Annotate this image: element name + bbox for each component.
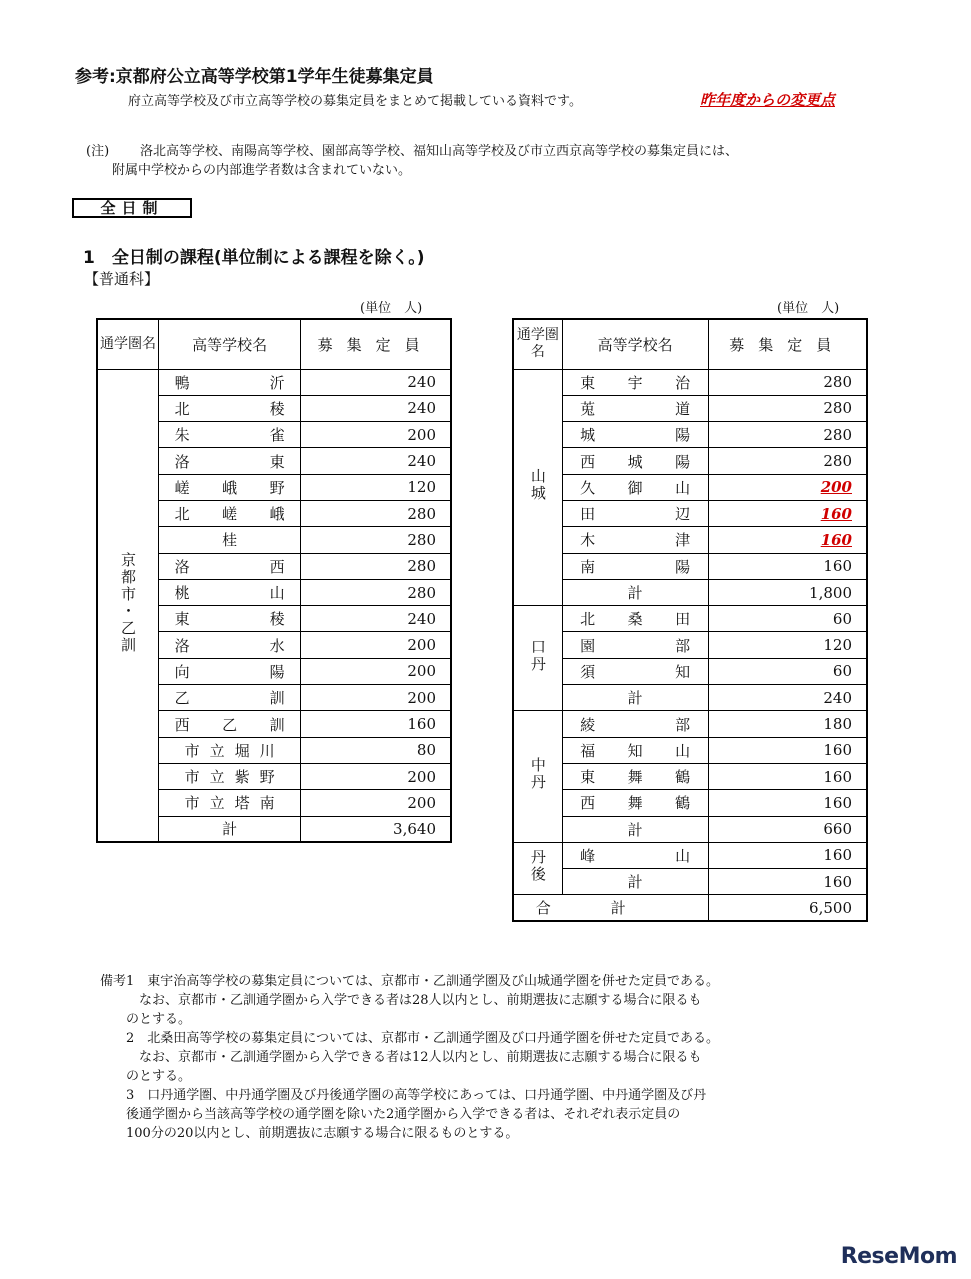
school-name-cell [159, 474, 301, 500]
remark-line: なお、京都市・乙訓通学圏から入学できる者は28人以内とし、前期選抜に志願する場合に限るも [100, 993, 702, 1008]
quota-number: 60 [832, 609, 852, 628]
school-name: 久御山 [580, 478, 691, 497]
quota-number: 280 [823, 373, 852, 392]
school-name: 綾部 [580, 715, 691, 734]
quota-value: 200 [301, 658, 451, 684]
school-name-cell [159, 395, 301, 421]
table-row [513, 842, 867, 868]
page-subtitle: 府立高等学校及び市立高等学校の募集定員をまとめて掲載している資料です。 [128, 94, 582, 109]
subtotal-row [513, 869, 867, 895]
area-name-cell [513, 606, 562, 711]
school-name-cell [159, 553, 301, 579]
header-area: 通学圏名 [513, 319, 562, 369]
school-name: 洛水 [174, 636, 285, 655]
school-name: 園部 [580, 636, 691, 655]
subtotal-value: 1,800 [708, 579, 867, 605]
school-name: 西城陽 [580, 452, 691, 471]
note-line-2: 附属中学校からの内部進学者数は含まれていない。 [112, 163, 412, 178]
table-row [513, 711, 867, 737]
subject-label: 【普通科】 [84, 270, 160, 288]
subtotal-label: 計 [562, 579, 708, 605]
quota-value: 80 [301, 737, 451, 763]
school-name-cell [159, 448, 301, 474]
grand-total-label: 合計 [513, 895, 708, 921]
grand-total-row [513, 895, 867, 921]
quota-value [708, 632, 867, 658]
school-name: 東宇治 [580, 373, 691, 392]
quota-value: 280 [301, 553, 451, 579]
school-name-cell [562, 737, 708, 763]
quota-number: 280 [823, 425, 852, 444]
school-name: 洛東 [174, 452, 285, 471]
header-area: 通学圏名 [97, 319, 159, 369]
school-name: 南陽 [580, 557, 691, 576]
subtotal-label: 計 [159, 816, 301, 842]
quota-value: 240 [301, 606, 451, 632]
school-name: 福知山 [580, 741, 691, 760]
quota-number: 160 [820, 504, 852, 523]
school-name-cell [562, 474, 708, 500]
subtotal-row [513, 685, 867, 711]
quota-number: 60 [832, 662, 852, 681]
school-name: 田辺 [580, 505, 691, 524]
header-quota: 募集定員 [301, 319, 451, 369]
school-name-cell [159, 422, 301, 448]
remark-line: 後通学圏から当該高等学校の通学圏を除いた2通学圏から入学できる者は、それぞれ表示定員の [100, 1107, 681, 1122]
quota-value [708, 606, 867, 632]
school-name: 鴨沂 [174, 373, 285, 392]
school-name: 北稜 [174, 399, 285, 418]
school-name: 乙訓 [174, 689, 285, 708]
school-name: 市立紫野 [184, 768, 275, 787]
quota-number: 200 [820, 478, 852, 497]
school-name: 北嵯峨 [174, 505, 285, 524]
subtotal-label: 計 [562, 685, 708, 711]
header-school: 高等学校名 [159, 319, 301, 369]
school-name: 桂 [222, 531, 238, 550]
subtotal-label: 計 [562, 869, 708, 895]
remark-line: 備考1 東宇治高等学校の募集定員については、京都市・乙訓通学圏及び山城通学圏を併せた定員である。 [100, 974, 720, 989]
header-school: 高等学校名 [562, 319, 708, 369]
quota-value: 200 [301, 685, 451, 711]
school-name: 莵道 [580, 399, 691, 418]
quota-value: 240 [301, 395, 451, 421]
quota-number: 160 [823, 741, 852, 760]
school-name-cell [159, 606, 301, 632]
school-name: 朱雀 [174, 426, 285, 445]
quota-value: 280 [301, 527, 451, 553]
school-name-cell [562, 658, 708, 684]
header-quota: 募集定員 [708, 319, 867, 369]
quota-value: 200 [301, 632, 451, 658]
quota-value: 200 [301, 422, 451, 448]
subtotal-row [513, 579, 867, 605]
remark-line: 3 口丹通学圏、中丹通学圏及び丹後通学圏の高等学校にあっては、口丹通学圏、中丹通学圏及び丹 [100, 1088, 707, 1103]
school-name-cell [159, 658, 301, 684]
school-name-cell [159, 685, 301, 711]
school-name: 峰山 [580, 846, 691, 865]
unit-label-right: (単位 人) [777, 301, 840, 316]
school-name-cell [159, 369, 301, 395]
quota-value [708, 711, 867, 737]
quota-value [708, 395, 867, 421]
table-row [513, 790, 867, 816]
table-row [97, 369, 451, 395]
unit-label-left: (単位 人) [360, 301, 423, 316]
remarks [100, 972, 719, 1143]
area-name: 丹後 [528, 849, 547, 884]
school-name: 洛西 [174, 557, 285, 576]
school-name: 向陽 [174, 662, 285, 681]
quota-value: 160 [301, 711, 451, 737]
quota-number: 160 [823, 767, 852, 786]
table-row [513, 658, 867, 684]
quota-number: 120 [823, 636, 852, 655]
area-name: 山城 [528, 467, 547, 502]
quota-value [708, 658, 867, 684]
school-name: 嵯峨野 [174, 478, 285, 497]
quota-number: 160 [823, 846, 852, 865]
school-name: 須知 [580, 662, 691, 681]
school-name: 北桑田 [580, 610, 691, 629]
quota-number: 180 [823, 715, 852, 733]
school-name: 市立堀川 [184, 741, 275, 760]
school-name: 桃山 [174, 584, 285, 603]
school-name-cell [562, 632, 708, 658]
remark-line: のとする。 [100, 1069, 192, 1084]
table-row [513, 369, 867, 395]
quota-value [708, 763, 867, 789]
school-name-cell [159, 500, 301, 526]
school-name: 市立塔南 [184, 794, 275, 813]
table-row [513, 395, 867, 421]
area-name-cell [513, 369, 562, 606]
quota-value [708, 448, 867, 474]
quota-value [708, 553, 867, 579]
changed-legend: 昨年度からの変更点 [700, 91, 836, 109]
quota-value-changed [708, 474, 867, 500]
subtotal-row [513, 816, 867, 842]
remark-line: なお、京都市・乙訓通学圏から入学できる者は12人以内とし、前期選抜に志願する場合に限るも [100, 1050, 702, 1065]
school-name: 西舞鶴 [580, 794, 691, 813]
table-row [513, 474, 867, 500]
school-name-cell [562, 711, 708, 737]
area-name-cell [513, 711, 562, 842]
remark-line: 100分の20以内とし、前期選抜に志願する場合に限るものとする。 [100, 1126, 519, 1141]
table-row [513, 606, 867, 632]
school-name-cell [159, 579, 301, 605]
school-name-cell [159, 632, 301, 658]
note-label: (注) [86, 144, 110, 159]
school-name-cell [159, 527, 301, 553]
quota-value: 120 [301, 474, 451, 500]
quota-value-changed [708, 527, 867, 553]
remark-line: のとする。 [100, 1012, 192, 1027]
quota-table-right [512, 318, 868, 922]
school-name-cell [159, 790, 301, 816]
grand-total-value: 6,500 [708, 895, 867, 921]
subtotal-value: 660 [708, 816, 867, 842]
school-name-cell [562, 422, 708, 448]
area-name: 中丹 [528, 757, 547, 792]
subtotal-value: 160 [708, 869, 867, 895]
quota-value: 200 [301, 763, 451, 789]
quota-number: 160 [820, 530, 852, 549]
school-name: 木津 [580, 531, 691, 550]
table-row [513, 500, 867, 526]
school-name-cell [562, 553, 708, 579]
section-label: 全日制 [72, 198, 192, 218]
school-name-cell [562, 606, 708, 632]
subtotal-value: 3,640 [301, 816, 451, 842]
quota-value-changed [708, 500, 867, 526]
quota-value [708, 790, 867, 816]
school-name-cell [159, 763, 301, 789]
table-row [513, 422, 867, 448]
school-name-cell [562, 448, 708, 474]
quota-number: 160 [823, 793, 852, 812]
quota-number: 160 [823, 557, 852, 576]
table-row [513, 553, 867, 579]
quota-table-left [96, 318, 452, 843]
note-line-1: 洛北高等学校、南陽高等学校、園部高等学校、福知山高等学校及び市立西京高等学校の募集定員には、 [140, 144, 739, 159]
area-name: 京都市・乙訓 [119, 551, 137, 654]
school-name: 東稜 [174, 610, 285, 629]
quota-value [708, 737, 867, 763]
school-name-cell [562, 842, 708, 868]
school-name-cell [562, 500, 708, 526]
school-name-cell [562, 527, 708, 553]
table-row [513, 527, 867, 553]
remark-line: 2 北桑田高等学校の募集定員については、京都市・乙訓通学圏及び口丹通学圏を併せた定員である。 [100, 1031, 720, 1046]
school-name-cell [159, 737, 301, 763]
school-name-cell [159, 711, 301, 737]
quota-number: 280 [823, 399, 852, 418]
table-row [513, 763, 867, 789]
school-name-cell [562, 763, 708, 789]
quota-value: 280 [301, 500, 451, 526]
subtotal-value: 240 [708, 685, 867, 711]
table-row [513, 737, 867, 763]
quota-value [708, 422, 867, 448]
quota-number: 280 [823, 452, 852, 471]
area-name: 口丹 [528, 638, 547, 673]
section-heading: 1 全日制の課程(単位制による課程を除く。) [83, 248, 425, 268]
quota-value [708, 369, 867, 395]
table-row [513, 448, 867, 474]
school-name: 西乙訓 [174, 715, 285, 734]
school-name-cell [562, 369, 708, 395]
quota-value: 240 [301, 448, 451, 474]
quota-value [708, 842, 867, 868]
area-name-cell [513, 842, 562, 895]
area-name-cell [97, 369, 159, 842]
quota-value: 280 [301, 579, 451, 605]
school-name: 城陽 [580, 426, 691, 445]
school-name: 東舞鶴 [580, 768, 691, 787]
school-name-cell [562, 395, 708, 421]
school-name-cell [562, 790, 708, 816]
page-title: 参考:京都府公立高等学校第1学年生徒募集定員 [75, 67, 434, 87]
watermark-logo: ReseMom [840, 1244, 957, 1269]
subtotal-label: 計 [562, 816, 708, 842]
quota-value: 240 [301, 369, 451, 395]
quota-value: 200 [301, 790, 451, 816]
table-row [513, 632, 867, 658]
